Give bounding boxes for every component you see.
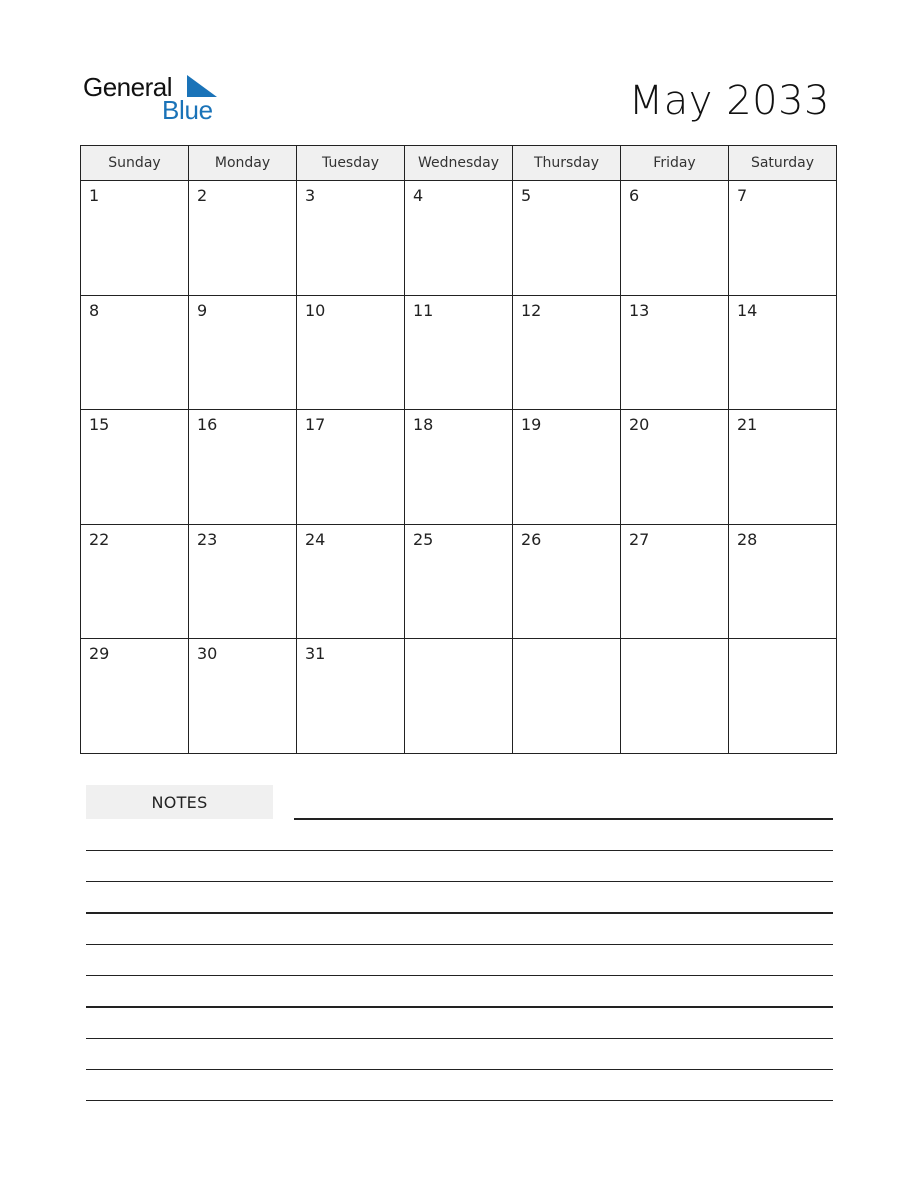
notes-line bbox=[86, 881, 833, 883]
notes-line bbox=[294, 818, 833, 820]
day-cell: 6 bbox=[621, 181, 729, 296]
day-cell: 7 bbox=[729, 181, 837, 296]
week-row bbox=[81, 639, 837, 754]
notes-line bbox=[86, 1100, 833, 1102]
page-title: May 2033 bbox=[628, 78, 830, 124]
day-cell: 28 bbox=[729, 524, 837, 639]
day-cell: 1 bbox=[81, 181, 189, 296]
day-cell: 13 bbox=[621, 295, 729, 410]
day-cell: 15 bbox=[81, 410, 189, 525]
weekday-header-row bbox=[81, 146, 837, 181]
day-cell: 30 bbox=[189, 639, 297, 754]
day-cell: 31 bbox=[297, 639, 405, 754]
notes-line bbox=[86, 944, 833, 946]
logo-triangle-icon bbox=[187, 75, 217, 97]
day-cell: 14 bbox=[729, 295, 837, 410]
weekday-sunday: Sunday bbox=[81, 146, 189, 181]
day-cell bbox=[729, 639, 837, 754]
week-row bbox=[81, 295, 837, 410]
day-cell: 26 bbox=[513, 524, 621, 639]
day-cell: 9 bbox=[189, 295, 297, 410]
week-row bbox=[81, 524, 837, 639]
day-cell: 11 bbox=[405, 295, 513, 410]
logo-text-blue: Blue bbox=[162, 95, 213, 125]
notes-line bbox=[86, 850, 833, 852]
day-cell: 19 bbox=[513, 410, 621, 525]
day-cell: 23 bbox=[189, 524, 297, 639]
day-cell bbox=[513, 639, 621, 754]
day-cell: 22 bbox=[81, 524, 189, 639]
day-cell: 20 bbox=[621, 410, 729, 525]
logo-text-general: General bbox=[83, 72, 172, 102]
day-cell: 5 bbox=[513, 181, 621, 296]
day-cell: 25 bbox=[405, 524, 513, 639]
week-row bbox=[81, 181, 837, 296]
brand-logo bbox=[83, 70, 223, 126]
weekday-saturday: Saturday bbox=[729, 146, 837, 181]
weekday-monday: Monday bbox=[189, 146, 297, 181]
weekday-wednesday: Wednesday bbox=[405, 146, 513, 181]
notes-line bbox=[86, 912, 833, 914]
day-cell bbox=[405, 639, 513, 754]
day-cell: 27 bbox=[621, 524, 729, 639]
day-cell: 10 bbox=[297, 295, 405, 410]
day-cell: 17 bbox=[297, 410, 405, 525]
notes-line bbox=[86, 975, 833, 977]
notes-line bbox=[86, 1038, 833, 1040]
weekday-friday: Friday bbox=[621, 146, 729, 181]
notes-line bbox=[86, 1006, 833, 1008]
day-cell bbox=[621, 639, 729, 754]
day-cell: 24 bbox=[297, 524, 405, 639]
weekday-tuesday: Tuesday bbox=[297, 146, 405, 181]
day-cell: 18 bbox=[405, 410, 513, 525]
day-cell: 29 bbox=[81, 639, 189, 754]
day-cell: 4 bbox=[405, 181, 513, 296]
weekday-thursday: Thursday bbox=[513, 146, 621, 181]
day-cell: 16 bbox=[189, 410, 297, 525]
calendar-grid bbox=[80, 145, 837, 754]
day-cell: 3 bbox=[297, 181, 405, 296]
day-cell: 12 bbox=[513, 295, 621, 410]
week-row bbox=[81, 410, 837, 525]
day-cell: 21 bbox=[729, 410, 837, 525]
day-cell: 2 bbox=[189, 181, 297, 296]
day-cell: 8 bbox=[81, 295, 189, 410]
notes-line bbox=[86, 1069, 833, 1071]
notes-label: NOTES bbox=[86, 785, 273, 819]
